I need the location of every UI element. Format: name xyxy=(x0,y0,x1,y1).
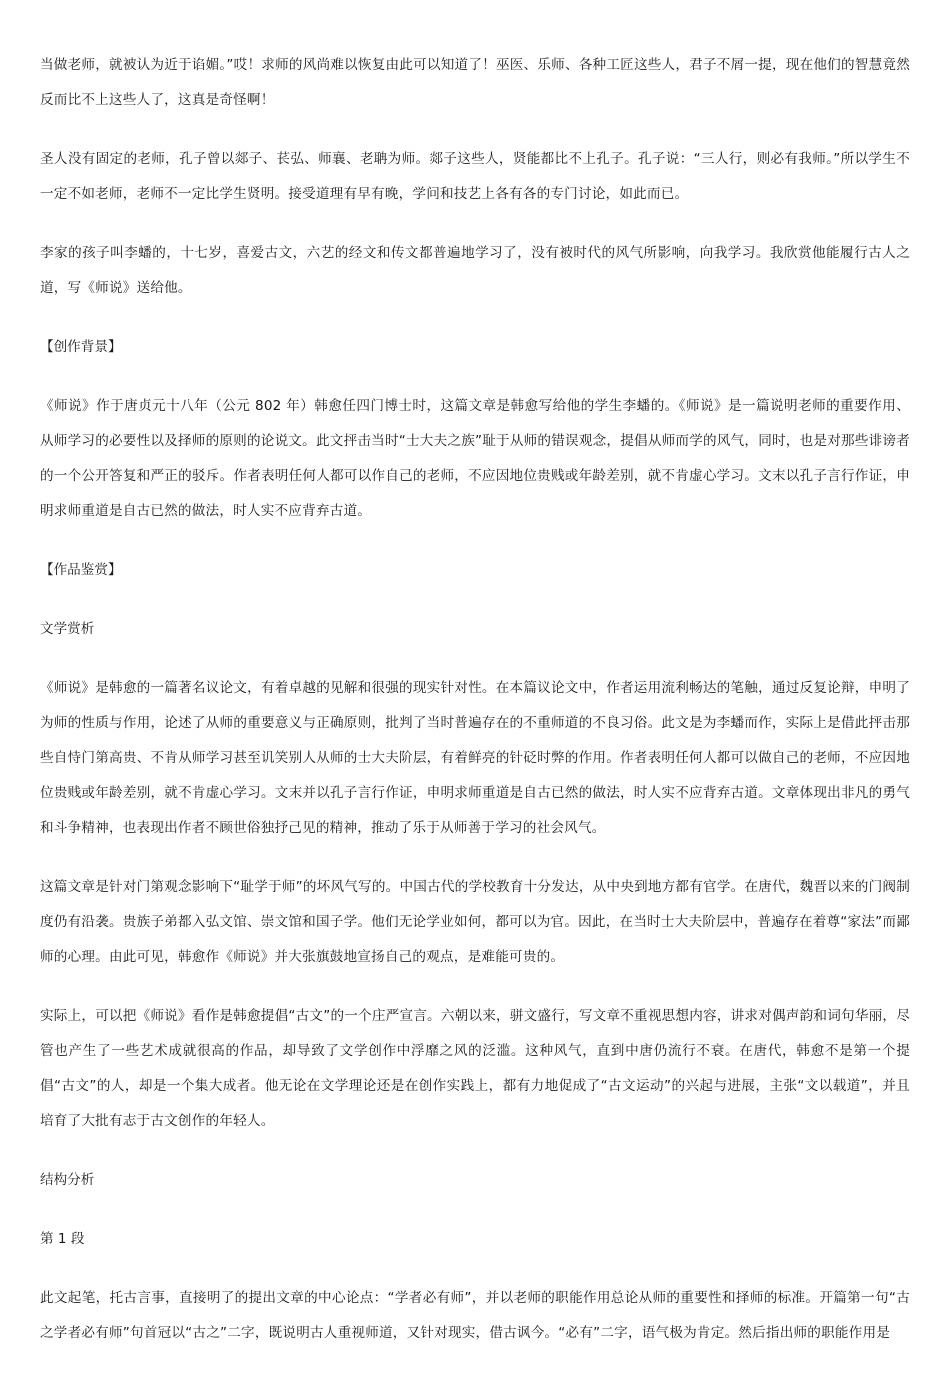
paragraph-literary-3: 实际上，可以把《师说》看作是韩愈提倡“古文”的一个庄严宣言。六朝以来，骈文盛行，写文章不重视思想内容，讲求对偶声韵和词句华丽，尽管也产生了一些艺术成就很高的作品，却导致了文学创作中浮靡之风的泛滥。这种风气，直到中唐仍流行不衰。在唐代，韩愈不是第一个提倡“古文”的人，却是一个集大成者。他无论在文学理论还是在创作实践上，都有力地促成了“古文运动”的兴起与进展，主张“文以载道”，并且培育了大批有志于古文创作的年轻人。 xyxy=(40,1008,910,1129)
subheading-paragraph-1: 第 1 段 xyxy=(40,1231,85,1247)
paragraph-literary-1: 《师说》是韩愈的一篇著名议论文，有着卓越的见解和很强的现实针对性。在本篇议论文中，作者运用流利畅达的笔触，通过反复论辩，申明了为师的性质与作用，论述了从师的重要意义与正确原则，批判了当时普遍存在的不重师道的不良习俗。此文是为李蟠而作，实际上是借此抨击那些自恃门第高贵、不肯从师学习甚至讥笑别人从师的士大夫阶层，有着鲜亮的针砭时弊的作用。作者表明任何人都可以做自己的老师，不应因地位贵贱或年龄差别，就不肯虚心学习。文末并以孔子言行作证，申明求师重道是自古已然的做法，时人实不应背弃古道。文章体现出非凡的勇气和斗争精神，也表现出作者不顾世俗独抒己见的精神，推动了乐于从师善于学习的社会风气。 xyxy=(40,680,910,836)
heading-appreciation: 【作品鉴赏】 xyxy=(40,562,122,578)
paragraph-background: 《师说》作于唐贞元十八年（公元 802 年）韩愈任四门博士时，这篇文章是韩愈写给他的学生李蟠的。《师说》是一篇说明老师的重要作用、从师学习的必要性以及择师的原则的论说文。此文抨击当时“士大夫之族”耻于从师的错误观念，提倡从师而学的风气，同时，也是对那些诽谤者的一个公开答复和严正的驳斥。作者表明任何人都可以作自己的老师，不应因地位贵贱或年龄差别，就不肯虚心学习。文末以孔子言行作证，申明求师重道是自古已然的做法，时人实不应背弃古道。 xyxy=(40,398,910,519)
paragraph-li-pan: 李家的孩子叫李蟠的，十七岁，喜爱古文，六艺的经文和传文都普遍地学习了，没有被时代的风气所影响，向我学习。我欣赏他能履行古人之道，写《师说》送给他。 xyxy=(40,245,910,296)
paragraph-sage-teachers: 圣人没有固定的老师，孔子曾以郯子、苌弘、师襄、老聃为师。郯子这些人，贤能都比不上孔子。孔子说：“三人行，则必有我师。”所以学生不一定不如老师，老师不一定比学生贤明。接受道理有早有晚，学问和技艺上各有各的专门讨论，如此而已。 xyxy=(40,151,910,202)
paragraph-structure-1: 此文起笔，托古言事，直接明了的提出文章的中心论点：“学者必有师”，并以老师的职能作用总论从师的重要性和择师的标准。开篇第一句“古之学者必有师”句首冠以“古之”二字，既说明古人重视师道，又针对现实，借古讽今。“必有”二字，语气极为肯定。然后指出师的职能作用是 xyxy=(40,1290,910,1341)
subheading-structure-analysis: 结构分析 xyxy=(40,1172,95,1188)
paragraph-literary-2: 这篇文章是针对门第观念影响下“耻学于师”的坏风气写的。中国古代的学校教育十分发达，从中央到地方都有官学。在唐代，魏晋以来的门阀制度仍有沿袭。贵族子弟都入弘文馆、崇文馆和国子学。他们无论学业如何，都可以为官。因此，在当时士大夫阶层中，普遍存在着尊“家法”而鄙师的心理。由此可见，韩愈作《师说》并大张旗鼓地宣扬自己的观点，是难能可贵的。 xyxy=(40,879,910,965)
paragraph-closing-lament: 当做老师，就被认为近于谄媚。”哎！求师的风尚难以恢复由此可以知道了！巫医、乐师、各种工匠这些人，君子不屑一提，现在他们的智慧竟然反而比不上这些人了，这真是奇怪啊！ xyxy=(40,57,910,108)
subheading-literary-analysis: 文学赏析 xyxy=(40,621,95,637)
heading-background: 【创作背景】 xyxy=(40,339,122,355)
document-page xyxy=(40,48,910,1375)
